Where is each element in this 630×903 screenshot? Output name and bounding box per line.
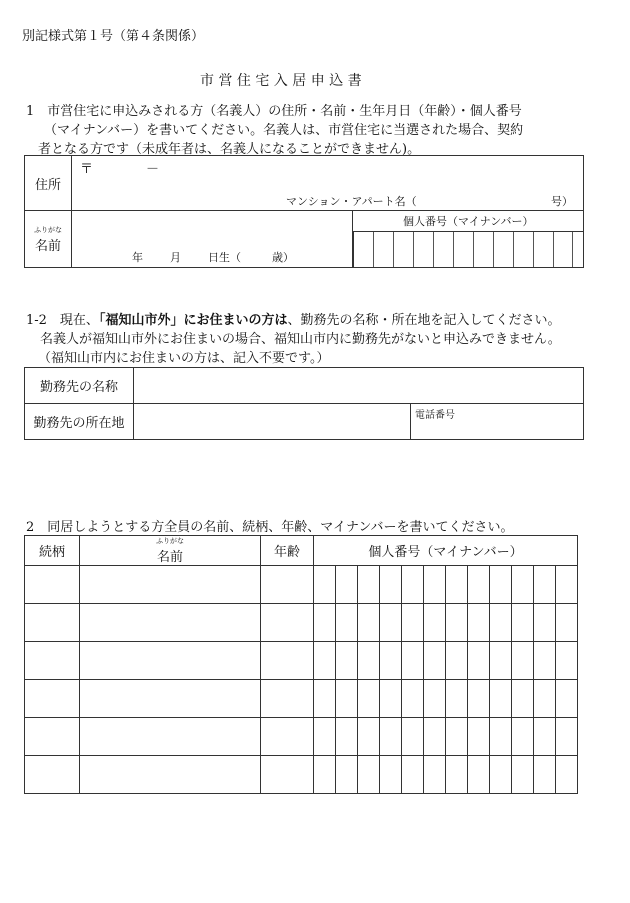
mynumber-digit-cell[interactable] <box>445 756 467 794</box>
mynumber-cell <box>353 211 584 268</box>
mynumber-digit-cell[interactable] <box>335 718 357 756</box>
name-field[interactable] <box>80 604 261 642</box>
mynumber-digit-cell[interactable] <box>511 756 533 794</box>
mynumber-digit-cell[interactable] <box>335 642 357 680</box>
mynumber-digit-cell[interactable] <box>473 231 493 267</box>
mynumber-digit-cell[interactable] <box>314 718 336 756</box>
section2-line1: 2 同居しようとする方全員の名前、続柄、年齢、マイナンバーを書いてください。 <box>26 520 514 535</box>
mynumber-digit-cell[interactable] <box>553 231 573 267</box>
mynumber-digit-cell[interactable] <box>354 231 374 267</box>
workplace-address-label: 勤務先の所在地 <box>25 404 134 440</box>
relation-field[interactable] <box>25 680 80 718</box>
mynumber-digit-cell[interactable] <box>555 718 577 756</box>
mynumber-digit-cell[interactable] <box>423 756 445 794</box>
mynumber-digit-cell[interactable] <box>511 566 533 604</box>
mynumber-digit-cell[interactable] <box>314 680 336 718</box>
workplace-address-field[interactable] <box>134 404 411 440</box>
name-field[interactable] <box>80 642 261 680</box>
mynumber-digit-cell[interactable] <box>467 718 489 756</box>
mynumber-digit-cell[interactable] <box>314 756 336 794</box>
mynumber-digit-cell[interactable] <box>423 642 445 680</box>
mynumber-digit-cell[interactable] <box>357 566 379 604</box>
age-field[interactable] <box>261 642 314 680</box>
relation-field[interactable] <box>25 718 80 756</box>
mynumber-digit-cell[interactable] <box>335 680 357 718</box>
workplace-name-label: 勤務先の名称 <box>25 368 134 404</box>
mynumber-digit-cell[interactable] <box>423 680 445 718</box>
mynumber-digit-cell[interactable] <box>555 566 577 604</box>
mynumber-digit-cell[interactable] <box>379 642 401 680</box>
phone-field[interactable] <box>411 404 584 440</box>
phone-label: 電話番号 <box>415 410 455 421</box>
name-label-cell <box>25 211 72 268</box>
household-row <box>25 642 578 680</box>
page-title: 市 営 住 宅 入 居 申 込 書 <box>200 73 362 89</box>
mynumber-digit-cell[interactable] <box>357 718 379 756</box>
mynumber-digit-cell[interactable] <box>533 566 555 604</box>
mynumber-digit-cell[interactable] <box>379 680 401 718</box>
col-age-header: 年齢 <box>261 536 314 566</box>
col-relation-header: 続柄 <box>25 536 80 566</box>
mynumber-digit-cell[interactable] <box>373 231 393 267</box>
mynumber-digit-cell[interactable] <box>314 604 336 642</box>
relation-field[interactable] <box>25 566 80 604</box>
section12-line2: 名義人が福知山市外にお住まいの場合、福知山市内に勤務先がないと申込みできません。 <box>40 332 561 347</box>
mynumber-digit-cell[interactable] <box>555 680 577 718</box>
household-row <box>25 604 578 642</box>
mynumber-digit-cell[interactable] <box>489 756 511 794</box>
name-field[interactable] <box>72 211 353 268</box>
mynumber-digit-cell[interactable] <box>379 756 401 794</box>
name-furigana: ふりがな <box>34 225 62 234</box>
mynumber-digit-cell[interactable] <box>467 604 489 642</box>
mynumber-digit-cell[interactable] <box>445 642 467 680</box>
mynumber-digit-cell[interactable] <box>511 604 533 642</box>
mynumber-digit-cell[interactable] <box>401 718 423 756</box>
relation-field[interactable] <box>25 642 80 680</box>
mynumber-digit-cell[interactable] <box>314 566 336 604</box>
mynumber-digit-cell[interactable] <box>489 566 511 604</box>
name-field[interactable] <box>80 680 261 718</box>
age-field[interactable] <box>261 756 314 794</box>
section12-prefix: 1-2 現在、 <box>26 313 99 328</box>
mynumber-digit-cell[interactable] <box>357 604 379 642</box>
mynumber-digit-cell[interactable] <box>511 642 533 680</box>
section12-line1 <box>26 309 560 328</box>
section1-line2: （マイナンバー）を書いてください。名義人は、市営住宅に当選された場合、契約 <box>44 123 524 138</box>
relation-field[interactable] <box>25 756 80 794</box>
age-field[interactable] <box>261 680 314 718</box>
mynumber-digit-cell[interactable] <box>445 718 467 756</box>
mynumber-digit-cell[interactable] <box>453 231 473 267</box>
form-number: 別記様式第１号（第４条関係） <box>22 29 205 44</box>
mynumber-digit-cell[interactable] <box>489 642 511 680</box>
mynumber-digit-cell[interactable] <box>445 680 467 718</box>
mynumber-digit-cell[interactable] <box>533 231 553 267</box>
section12-line3: （福知山市内にお住まいの方は、記入不要です。） <box>38 351 330 366</box>
section12-bold: 「福知山市外」にお住まいの方は <box>98 313 288 328</box>
mynumber-digit-cell[interactable] <box>489 718 511 756</box>
mynumber-digit-cell[interactable] <box>555 756 577 794</box>
postal-dash: － <box>146 162 160 177</box>
mynumber-digit-cell[interactable] <box>433 231 453 267</box>
mynumber-digit-cell[interactable] <box>573 231 583 267</box>
age-field[interactable] <box>261 604 314 642</box>
address-label: 住所 <box>25 156 72 211</box>
mynumber-digit-cell[interactable] <box>555 604 577 642</box>
mynumber-digit-cell[interactable] <box>335 756 357 794</box>
workplace-name-field[interactable] <box>134 368 584 404</box>
mynumber-digit-cell[interactable] <box>533 680 555 718</box>
mynumber-digit-cell[interactable] <box>493 231 513 267</box>
mynumber-digit-cell[interactable] <box>401 680 423 718</box>
mynumber-digit-cell[interactable] <box>533 756 555 794</box>
mynumber-digit-cell[interactable] <box>513 231 533 267</box>
mynumber-digit-cell[interactable] <box>423 604 445 642</box>
mynumber-digit-cell[interactable] <box>314 642 336 680</box>
household-table <box>24 535 578 794</box>
col-name-label: 名前 <box>156 550 183 565</box>
mynumber-digit-cell[interactable] <box>413 231 433 267</box>
mynumber-digit-cell[interactable] <box>511 680 533 718</box>
household-row <box>25 756 578 794</box>
section1-line1: 1 市営住宅に申込みされる方（名義人）の住所・名前・生年月日（年齢）・個人番号 <box>26 104 522 119</box>
mynumber-digit-cell[interactable] <box>533 718 555 756</box>
mynumber-digit-cell[interactable] <box>533 604 555 642</box>
age-field[interactable] <box>261 566 314 604</box>
mynumber-digit-cell[interactable] <box>467 642 489 680</box>
mynumber-digit-cell[interactable] <box>489 604 511 642</box>
mynumber-digit-cell[interactable] <box>379 566 401 604</box>
household-row <box>25 718 578 756</box>
section12-suffix: 、勤務先の名称・所在地を記入してください。 <box>287 313 561 328</box>
mynumber-digit-cell[interactable] <box>445 604 467 642</box>
apartment-label: マンション・アパート名（ <box>286 195 417 208</box>
birth-year: 年 <box>132 251 143 264</box>
age-field[interactable] <box>261 718 314 756</box>
mynumber-digit-cell[interactable] <box>467 680 489 718</box>
applicant-table <box>24 155 584 268</box>
mynumber-digit-cell[interactable] <box>335 566 357 604</box>
name-label: 名前 <box>34 238 61 254</box>
mynumber-digit-cell[interactable] <box>423 718 445 756</box>
mynumber-digit-cell[interactable] <box>555 642 577 680</box>
birth-day: 日生（ <box>208 251 241 264</box>
name-field[interactable] <box>80 718 261 756</box>
mynumber-digit-cell[interactable] <box>357 642 379 680</box>
mynumber-header: 個人番号（マイナンバー） <box>354 211 584 231</box>
mynumber-digit-cell[interactable] <box>533 642 555 680</box>
birth-month: 月 <box>170 251 181 264</box>
section1-line3: 者となる方です（未成年者は、名義人になることができません)。 <box>38 142 421 157</box>
col-name-furigana: ふりがな <box>156 537 184 545</box>
mynumber-digit-cell[interactable] <box>357 680 379 718</box>
mynumber-digit-cell[interactable] <box>401 756 423 794</box>
name-field[interactable] <box>80 566 261 604</box>
name-field[interactable] <box>80 756 261 794</box>
postal-mark: 〒 <box>80 162 94 177</box>
mynumber-digit-cell[interactable] <box>445 566 467 604</box>
col-name-header <box>80 536 261 566</box>
mynumber-digit-cell[interactable] <box>401 642 423 680</box>
household-row <box>25 566 578 604</box>
mynumber-digit-cell[interactable] <box>335 604 357 642</box>
mynumber-digit-cell[interactable] <box>423 566 445 604</box>
mynumber-digit-cell[interactable] <box>467 566 489 604</box>
mynumber-digit-cell[interactable] <box>379 718 401 756</box>
apartment-suffix: 号） <box>551 195 573 208</box>
mynumber-digit-cell[interactable] <box>401 566 423 604</box>
mynumber-digit-cell[interactable] <box>511 718 533 756</box>
col-mynumber-header: 個人番号（マイナンバー） <box>314 536 578 566</box>
mynumber-digit-cell[interactable] <box>357 756 379 794</box>
address-field[interactable] <box>72 156 584 211</box>
mynumber-digit-cell[interactable] <box>489 680 511 718</box>
relation-field[interactable] <box>25 604 80 642</box>
mynumber-digit-cell[interactable] <box>379 604 401 642</box>
birth-age: 歳） <box>272 251 294 264</box>
mynumber-digit-cell[interactable] <box>467 756 489 794</box>
mynumber-digit-cell[interactable] <box>401 604 423 642</box>
household-row <box>25 680 578 718</box>
workplace-table <box>24 367 584 440</box>
mynumber-digit-cell[interactable] <box>393 231 413 267</box>
